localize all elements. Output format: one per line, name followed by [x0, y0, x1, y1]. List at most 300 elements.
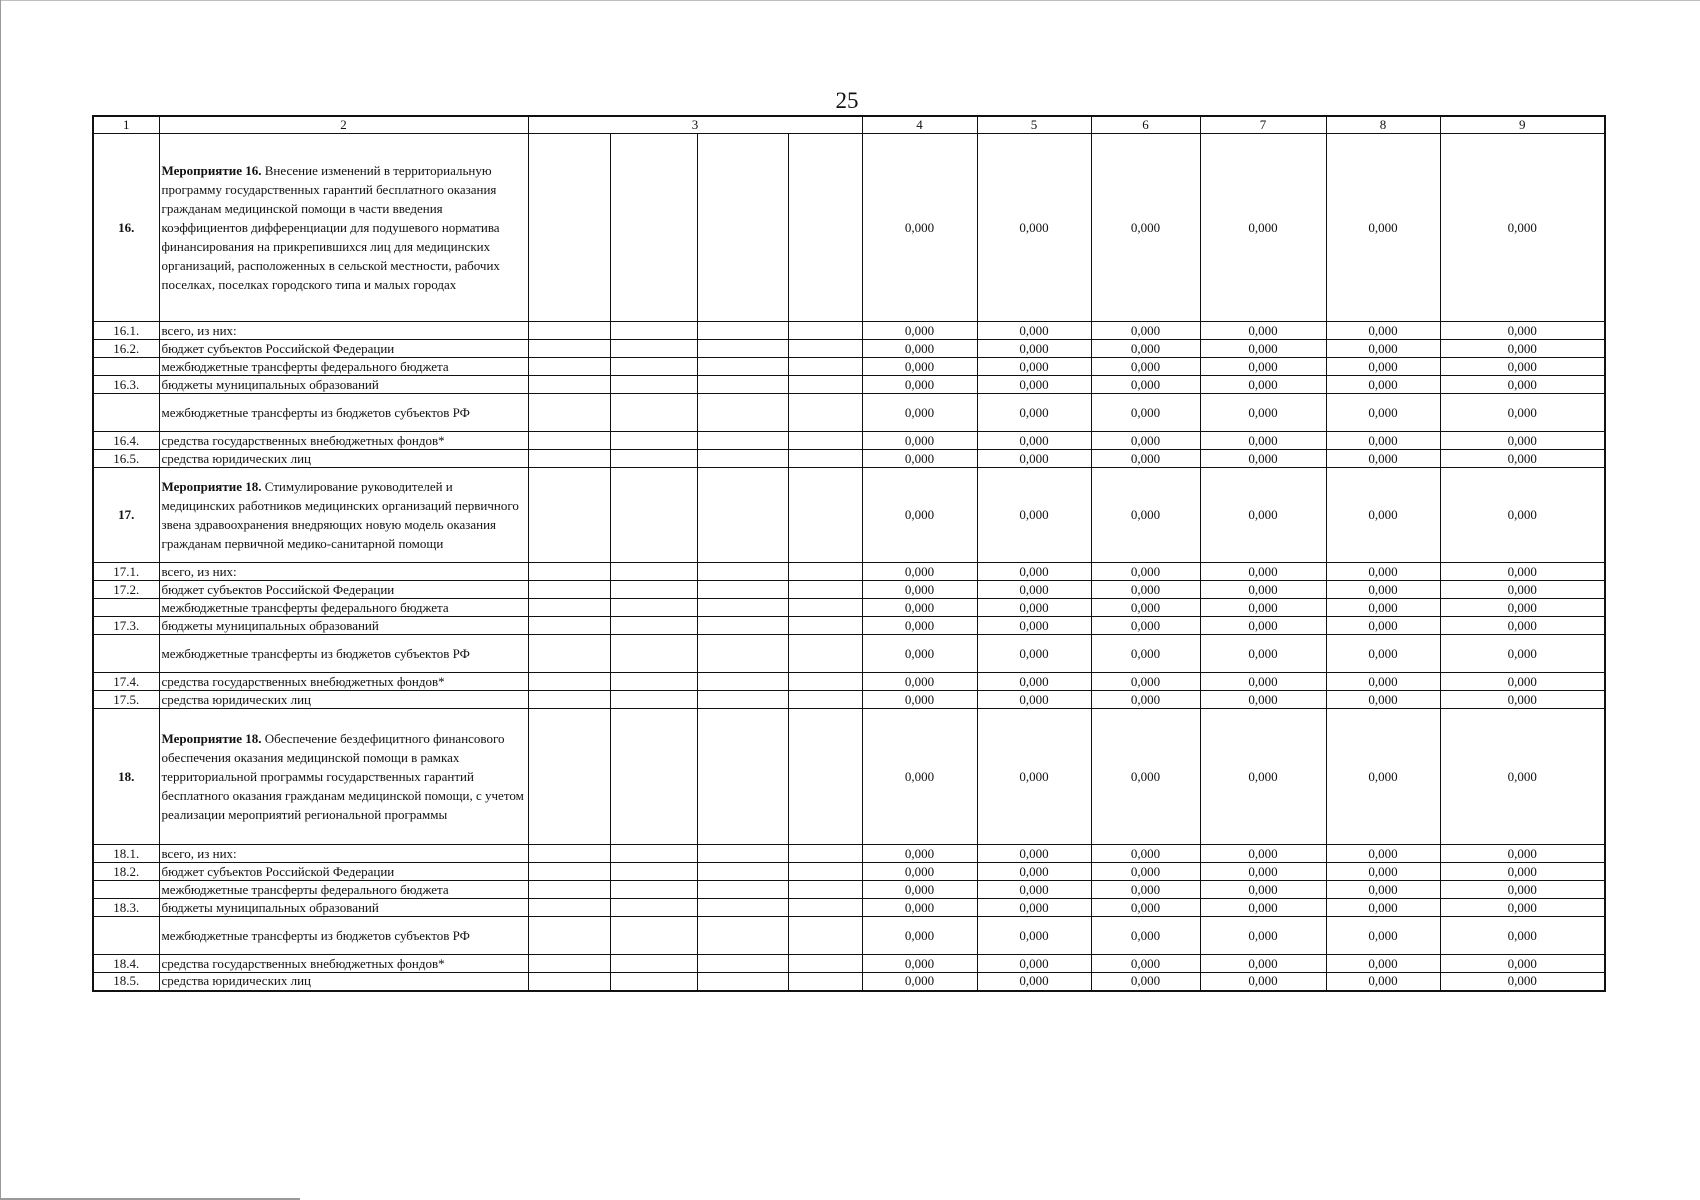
table-row — [93, 450, 1605, 468]
value-cell-col6: 0,000 — [1091, 691, 1200, 709]
value-cell-col4: 0,000 — [862, 358, 977, 376]
empty-cell — [788, 376, 862, 394]
empty-cell — [528, 358, 610, 376]
empty-cell — [610, 881, 697, 899]
value-cell-col4: 0,000 — [862, 955, 977, 973]
row-number: 17. — [93, 468, 159, 563]
value-cell-col5: 0,000 — [977, 845, 1091, 863]
value-cell-col6: 0,000 — [1091, 599, 1200, 617]
empty-cell — [528, 881, 610, 899]
value-cell-col7: 0,000 — [1200, 599, 1326, 617]
measure-title: Мероприятие 16. — [161, 163, 262, 178]
row-number: 17.3. — [93, 617, 159, 635]
empty-cell — [610, 863, 697, 881]
table-body — [93, 116, 1605, 991]
value-cell-col7: 0,000 — [1200, 917, 1326, 955]
table-header-row — [93, 116, 1605, 134]
value-cell-col7: 0,000 — [1200, 376, 1326, 394]
header-cell-3: 3 — [528, 116, 862, 134]
value-cell-col9: 0,000 — [1440, 581, 1605, 599]
value-cell-col9: 0,000 — [1440, 973, 1605, 991]
funding-table — [92, 115, 1606, 992]
empty-cell — [697, 899, 788, 917]
empty-cell — [528, 563, 610, 581]
value-cell-col6: 0,000 — [1091, 899, 1200, 917]
value-cell-col9: 0,000 — [1440, 845, 1605, 863]
empty-cell — [697, 845, 788, 863]
value-cell-col8: 0,000 — [1326, 563, 1440, 581]
value-cell-col9: 0,000 — [1440, 358, 1605, 376]
measure-text: Внесение изменений в территориальную программу государственных гарантий бесплатного оказания гражданам медицинской помощи в части введения коэффициентов дифференциации для подушевого норматива финансирования на прикрепившихся лиц для медицинских организаций, расположенных в сельской местности, рабочих поселках, поселках городского типа и малых городах — [161, 163, 500, 292]
value-cell-col8: 0,000 — [1326, 673, 1440, 691]
empty-cell — [788, 394, 862, 432]
row-description: всего, из них: — [159, 563, 528, 581]
value-cell-col5: 0,000 — [977, 617, 1091, 635]
empty-cell — [788, 863, 862, 881]
empty-cell — [528, 845, 610, 863]
value-cell-col4: 0,000 — [862, 635, 977, 673]
value-cell-col4: 0,000 — [862, 673, 977, 691]
empty-cell — [610, 635, 697, 673]
value-cell-col6: 0,000 — [1091, 917, 1200, 955]
empty-cell — [610, 709, 697, 845]
value-cell-col6: 0,000 — [1091, 845, 1200, 863]
empty-cell — [697, 691, 788, 709]
empty-cell — [528, 691, 610, 709]
value-cell-col5: 0,000 — [977, 322, 1091, 340]
table-row — [93, 973, 1605, 991]
value-cell-col9: 0,000 — [1440, 709, 1605, 845]
table-row — [93, 432, 1605, 450]
value-cell-col5: 0,000 — [977, 134, 1091, 322]
value-cell-col5: 0,000 — [977, 917, 1091, 955]
empty-cell — [610, 617, 697, 635]
value-cell-col9: 0,000 — [1440, 617, 1605, 635]
empty-cell — [697, 376, 788, 394]
header-cell-1: 1 — [93, 116, 159, 134]
row-number: 18.5. — [93, 973, 159, 991]
value-cell-col4: 0,000 — [862, 917, 977, 955]
value-cell-col9: 0,000 — [1440, 917, 1605, 955]
row-number: 17.2. — [93, 581, 159, 599]
empty-cell — [788, 358, 862, 376]
value-cell-col7: 0,000 — [1200, 709, 1326, 845]
row-description — [159, 709, 528, 845]
header-cell-6: 6 — [1091, 116, 1200, 134]
empty-cell — [610, 322, 697, 340]
empty-cell — [697, 358, 788, 376]
value-cell-col6: 0,000 — [1091, 563, 1200, 581]
row-number — [93, 394, 159, 432]
value-cell-col5: 0,000 — [977, 635, 1091, 673]
empty-cell — [697, 955, 788, 973]
value-cell-col7: 0,000 — [1200, 881, 1326, 899]
value-cell-col4: 0,000 — [862, 899, 977, 917]
value-cell-col8: 0,000 — [1326, 322, 1440, 340]
table-row — [93, 376, 1605, 394]
value-cell-col6: 0,000 — [1091, 581, 1200, 599]
row-number — [93, 881, 159, 899]
empty-cell — [610, 955, 697, 973]
empty-cell — [528, 973, 610, 991]
value-cell-col6: 0,000 — [1091, 358, 1200, 376]
value-cell-col5: 0,000 — [977, 358, 1091, 376]
empty-cell — [788, 691, 862, 709]
empty-cell — [788, 973, 862, 991]
empty-cell — [788, 617, 862, 635]
row-number: 17.1. — [93, 563, 159, 581]
empty-cell — [697, 881, 788, 899]
empty-cell — [610, 845, 697, 863]
value-cell-col7: 0,000 — [1200, 563, 1326, 581]
row-number: 18.1. — [93, 845, 159, 863]
empty-cell — [697, 599, 788, 617]
header-cell-9: 9 — [1440, 116, 1605, 134]
value-cell-col5: 0,000 — [977, 563, 1091, 581]
value-cell-col8: 0,000 — [1326, 973, 1440, 991]
value-cell-col7: 0,000 — [1200, 322, 1326, 340]
table-row — [93, 358, 1605, 376]
value-cell-col9: 0,000 — [1440, 134, 1605, 322]
value-cell-col4: 0,000 — [862, 432, 977, 450]
empty-cell — [697, 134, 788, 322]
value-cell-col5: 0,000 — [977, 340, 1091, 358]
empty-cell — [528, 955, 610, 973]
empty-cell — [697, 468, 788, 563]
value-cell-col7: 0,000 — [1200, 581, 1326, 599]
empty-cell — [788, 563, 862, 581]
value-cell-col7: 0,000 — [1200, 899, 1326, 917]
value-cell-col9: 0,000 — [1440, 468, 1605, 563]
value-cell-col7: 0,000 — [1200, 394, 1326, 432]
row-description — [159, 468, 528, 563]
value-cell-col5: 0,000 — [977, 468, 1091, 563]
empty-cell — [788, 450, 862, 468]
empty-cell — [788, 322, 862, 340]
measure-text: Обеспечение бездефицитного финансового обеспечения оказания медицинской помощи в рамках территориальной программы государственных гарантий бесплатного оказания гражданам медицинской помощи, с учетом реализации мероприятий региональной программы — [161, 731, 524, 822]
empty-cell — [610, 973, 697, 991]
table-row — [93, 468, 1605, 563]
empty-cell — [788, 432, 862, 450]
value-cell-col5: 0,000 — [977, 973, 1091, 991]
row-description: бюджет субъектов Российской Федерации — [159, 863, 528, 881]
value-cell-col4: 0,000 — [862, 617, 977, 635]
empty-cell — [528, 635, 610, 673]
value-cell-col4: 0,000 — [862, 394, 977, 432]
row-description: межбюджетные трансферты федерального бюджета — [159, 881, 528, 899]
row-number: 16.1. — [93, 322, 159, 340]
row-number: 17.4. — [93, 673, 159, 691]
scan-edge-left — [0, 0, 1, 1200]
value-cell-col9: 0,000 — [1440, 376, 1605, 394]
row-number: 16.5. — [93, 450, 159, 468]
value-cell-col5: 0,000 — [977, 394, 1091, 432]
value-cell-col7: 0,000 — [1200, 845, 1326, 863]
table-row — [93, 394, 1605, 432]
row-description — [159, 134, 528, 322]
value-cell-col6: 0,000 — [1091, 340, 1200, 358]
value-cell-col5: 0,000 — [977, 955, 1091, 973]
value-cell-col8: 0,000 — [1326, 691, 1440, 709]
empty-cell — [610, 432, 697, 450]
value-cell-col8: 0,000 — [1326, 358, 1440, 376]
value-cell-col4: 0,000 — [862, 468, 977, 563]
value-cell-col6: 0,000 — [1091, 881, 1200, 899]
value-cell-col7: 0,000 — [1200, 691, 1326, 709]
value-cell-col8: 0,000 — [1326, 709, 1440, 845]
table-row — [93, 691, 1605, 709]
empty-cell — [528, 599, 610, 617]
value-cell-col7: 0,000 — [1200, 617, 1326, 635]
empty-cell — [610, 358, 697, 376]
row-number: 17.5. — [93, 691, 159, 709]
table-row — [93, 863, 1605, 881]
row-description: бюджеты муниципальных образований — [159, 376, 528, 394]
value-cell-col9: 0,000 — [1440, 394, 1605, 432]
value-cell-col7: 0,000 — [1200, 340, 1326, 358]
value-cell-col8: 0,000 — [1326, 863, 1440, 881]
value-cell-col4: 0,000 — [862, 863, 977, 881]
empty-cell — [788, 340, 862, 358]
table-row — [93, 845, 1605, 863]
empty-cell — [697, 581, 788, 599]
row-description: средства государственных внебюджетных фондов* — [159, 432, 528, 450]
table-row — [93, 599, 1605, 617]
value-cell-col9: 0,000 — [1440, 881, 1605, 899]
empty-cell — [610, 899, 697, 917]
value-cell-col9: 0,000 — [1440, 635, 1605, 673]
table-row — [93, 955, 1605, 973]
value-cell-col5: 0,000 — [977, 432, 1091, 450]
measure-text: Стимулирование руководителей и медицинских работников медицинских организаций первичного звена здравоохранения внедряющих новую модель оказания гражданам первичной медико-санитарной помощи — [161, 479, 519, 551]
value-cell-col7: 0,000 — [1200, 432, 1326, 450]
value-cell-col7: 0,000 — [1200, 358, 1326, 376]
value-cell-col8: 0,000 — [1326, 617, 1440, 635]
value-cell-col8: 0,000 — [1326, 134, 1440, 322]
row-description: бюджет субъектов Российской Федерации — [159, 340, 528, 358]
value-cell-col4: 0,000 — [862, 845, 977, 863]
value-cell-col9: 0,000 — [1440, 673, 1605, 691]
value-cell-col8: 0,000 — [1326, 581, 1440, 599]
empty-cell — [528, 340, 610, 358]
value-cell-col8: 0,000 — [1326, 432, 1440, 450]
empty-cell — [788, 599, 862, 617]
empty-cell — [697, 432, 788, 450]
value-cell-col7: 0,000 — [1200, 468, 1326, 563]
value-cell-col5: 0,000 — [977, 450, 1091, 468]
empty-cell — [610, 581, 697, 599]
value-cell-col7: 0,000 — [1200, 973, 1326, 991]
value-cell-col9: 0,000 — [1440, 563, 1605, 581]
empty-cell — [788, 468, 862, 563]
empty-cell — [788, 673, 862, 691]
empty-cell — [610, 673, 697, 691]
table-row — [93, 917, 1605, 955]
empty-cell — [610, 340, 697, 358]
value-cell-col9: 0,000 — [1440, 340, 1605, 358]
value-cell-col7: 0,000 — [1200, 450, 1326, 468]
value-cell-col5: 0,000 — [977, 709, 1091, 845]
value-cell-col4: 0,000 — [862, 563, 977, 581]
value-cell-col5: 0,000 — [977, 881, 1091, 899]
empty-cell — [610, 917, 697, 955]
empty-cell — [697, 863, 788, 881]
empty-cell — [528, 709, 610, 845]
header-cell-5: 5 — [977, 116, 1091, 134]
value-cell-col7: 0,000 — [1200, 863, 1326, 881]
row-number: 16.3. — [93, 376, 159, 394]
value-cell-col6: 0,000 — [1091, 673, 1200, 691]
empty-cell — [528, 917, 610, 955]
value-cell-col4: 0,000 — [862, 340, 977, 358]
empty-cell — [610, 563, 697, 581]
empty-cell — [788, 899, 862, 917]
row-number: 18.4. — [93, 955, 159, 973]
value-cell-col4: 0,000 — [862, 322, 977, 340]
empty-cell — [697, 394, 788, 432]
empty-cell — [528, 673, 610, 691]
row-number: 18.2. — [93, 863, 159, 881]
value-cell-col8: 0,000 — [1326, 468, 1440, 563]
empty-cell — [610, 394, 697, 432]
value-cell-col7: 0,000 — [1200, 955, 1326, 973]
row-description: межбюджетные трансферты федерального бюджета — [159, 599, 528, 617]
value-cell-col6: 0,000 — [1091, 709, 1200, 845]
value-cell-col7: 0,000 — [1200, 134, 1326, 322]
empty-cell — [697, 340, 788, 358]
empty-cell — [697, 635, 788, 673]
empty-cell — [610, 599, 697, 617]
value-cell-col4: 0,000 — [862, 881, 977, 899]
empty-cell — [528, 899, 610, 917]
table-row — [93, 581, 1605, 599]
empty-cell — [788, 581, 862, 599]
value-cell-col4: 0,000 — [862, 376, 977, 394]
row-number — [93, 917, 159, 955]
empty-cell — [788, 635, 862, 673]
value-cell-col8: 0,000 — [1326, 899, 1440, 917]
empty-cell — [788, 881, 862, 899]
empty-cell — [528, 394, 610, 432]
row-description: всего, из них: — [159, 322, 528, 340]
value-cell-col4: 0,000 — [862, 450, 977, 468]
value-cell-col6: 0,000 — [1091, 450, 1200, 468]
value-cell-col8: 0,000 — [1326, 917, 1440, 955]
value-cell-col8: 0,000 — [1326, 955, 1440, 973]
row-description: средства государственных внебюджетных фондов* — [159, 673, 528, 691]
value-cell-col9: 0,000 — [1440, 599, 1605, 617]
value-cell-col8: 0,000 — [1326, 394, 1440, 432]
row-description: межбюджетные трансферты из бюджетов субъектов РФ — [159, 635, 528, 673]
value-cell-col6: 0,000 — [1091, 394, 1200, 432]
value-cell-col9: 0,000 — [1440, 322, 1605, 340]
row-number: 16. — [93, 134, 159, 322]
value-cell-col8: 0,000 — [1326, 635, 1440, 673]
value-cell-col4: 0,000 — [862, 973, 977, 991]
empty-cell — [528, 468, 610, 563]
value-cell-col6: 0,000 — [1091, 955, 1200, 973]
empty-cell — [610, 691, 697, 709]
value-cell-col5: 0,000 — [977, 899, 1091, 917]
empty-cell — [610, 134, 697, 322]
value-cell-col8: 0,000 — [1326, 845, 1440, 863]
page-number: 25 — [835, 88, 859, 113]
value-cell-col6: 0,000 — [1091, 863, 1200, 881]
value-cell-col7: 0,000 — [1200, 635, 1326, 673]
value-cell-col9: 0,000 — [1440, 863, 1605, 881]
row-description: бюджеты муниципальных образований — [159, 617, 528, 635]
value-cell-col9: 0,000 — [1440, 432, 1605, 450]
row-description: бюджет субъектов Российской Федерации — [159, 581, 528, 599]
value-cell-col8: 0,000 — [1326, 340, 1440, 358]
value-cell-col6: 0,000 — [1091, 973, 1200, 991]
measure-title: Мероприятие 18. — [161, 479, 262, 494]
row-description: межбюджетные трансферты из бюджетов субъектов РФ — [159, 394, 528, 432]
row-description: средства юридических лиц — [159, 691, 528, 709]
row-number: 18. — [93, 709, 159, 845]
empty-cell — [697, 617, 788, 635]
value-cell-col9: 0,000 — [1440, 899, 1605, 917]
value-cell-col6: 0,000 — [1091, 376, 1200, 394]
empty-cell — [528, 432, 610, 450]
empty-cell — [528, 134, 610, 322]
empty-cell — [697, 917, 788, 955]
table-row — [93, 617, 1605, 635]
empty-cell — [697, 322, 788, 340]
value-cell-col8: 0,000 — [1326, 599, 1440, 617]
empty-cell — [610, 450, 697, 468]
value-cell-col6: 0,000 — [1091, 322, 1200, 340]
value-cell-col4: 0,000 — [862, 134, 977, 322]
value-cell-col9: 0,000 — [1440, 955, 1605, 973]
value-cell-col4: 0,000 — [862, 581, 977, 599]
empty-cell — [788, 134, 862, 322]
empty-cell — [697, 673, 788, 691]
empty-cell — [610, 468, 697, 563]
header-cell-2: 2 — [159, 116, 528, 134]
row-description: средства юридических лиц — [159, 450, 528, 468]
value-cell-col4: 0,000 — [862, 709, 977, 845]
header-cell-4: 4 — [862, 116, 977, 134]
row-description: средства юридических лиц — [159, 973, 528, 991]
empty-cell — [788, 845, 862, 863]
row-description: средства государственных внебюджетных фондов* — [159, 955, 528, 973]
value-cell-col4: 0,000 — [862, 599, 977, 617]
value-cell-col6: 0,000 — [1091, 468, 1200, 563]
empty-cell — [788, 709, 862, 845]
value-cell-col9: 0,000 — [1440, 450, 1605, 468]
row-description: всего, из них: — [159, 845, 528, 863]
empty-cell — [788, 955, 862, 973]
value-cell-col6: 0,000 — [1091, 432, 1200, 450]
value-cell-col5: 0,000 — [977, 673, 1091, 691]
table-row — [93, 134, 1605, 322]
empty-cell — [528, 450, 610, 468]
value-cell-col4: 0,000 — [862, 691, 977, 709]
empty-cell — [528, 863, 610, 881]
value-cell-col8: 0,000 — [1326, 450, 1440, 468]
row-number — [93, 358, 159, 376]
table-row — [93, 881, 1605, 899]
empty-cell — [697, 450, 788, 468]
value-cell-col6: 0,000 — [1091, 635, 1200, 673]
value-cell-col5: 0,000 — [977, 691, 1091, 709]
table-row — [93, 673, 1605, 691]
value-cell-col5: 0,000 — [977, 599, 1091, 617]
empty-cell — [528, 376, 610, 394]
row-number: 16.2. — [93, 340, 159, 358]
row-number: 18.3. — [93, 899, 159, 917]
